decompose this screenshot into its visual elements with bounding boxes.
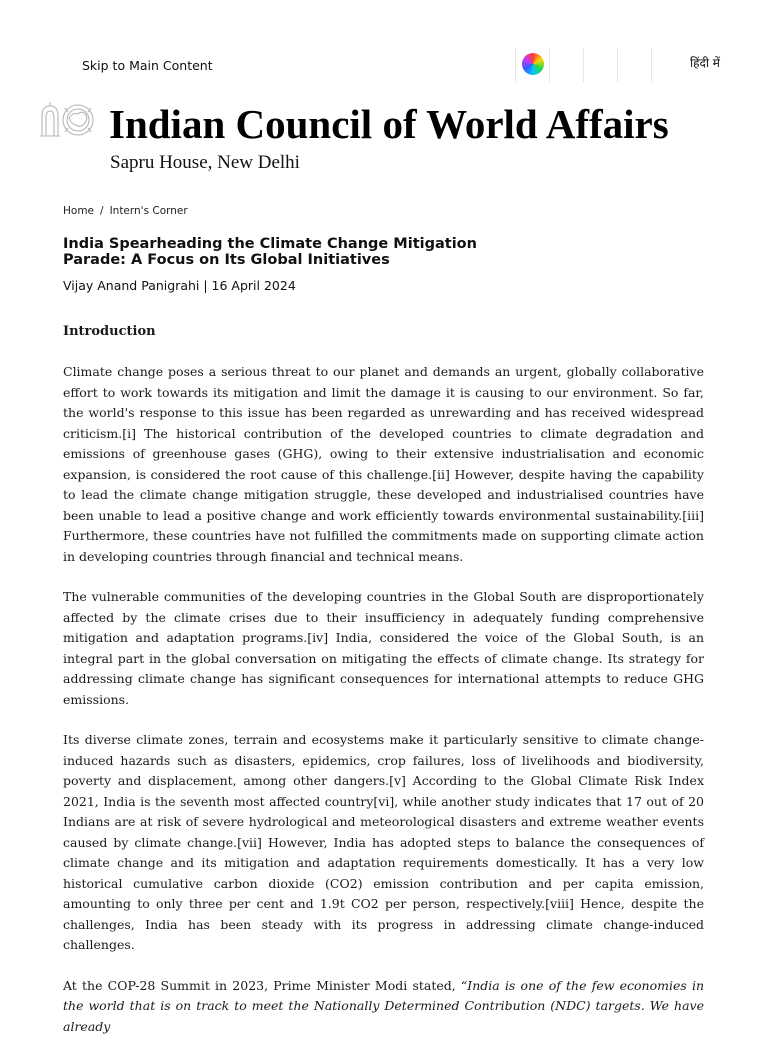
toolbar-button-2[interactable] — [583, 48, 618, 82]
breadcrumb-interns-corner-link[interactable]: Intern's Corner — [110, 205, 188, 217]
site-subtitle: Sapru House, New Delhi — [110, 152, 300, 174]
toolbar-button-3[interactable] — [617, 48, 652, 82]
color-theme-button[interactable] — [515, 48, 550, 82]
top-bar — [0, 46, 768, 82]
toolbar-button-1[interactable] — [549, 48, 584, 82]
article-byline: Vijay Anand Panigrahi | 16 April 2024 — [63, 278, 296, 293]
article-paragraph: Its diverse climate zones, terrain and ecosystems make it particularly sensitive to climate change-induced hazards such as disasters, epidemics, crop failures, loss of livelihoods and biodiversity, poverty and displacement, among other dangers.[v] According to the Global Climate Risk Index 2021, India is the seventh most affected country[vi], while another study indicates that 17 out of 20 Indians are at risk of severe hydrological and meteorological disasters and extreme weather events caused by climate change.[vii] However, India has adopted steps to balance the consequences of climate change and its mitigation and adaptation requirements domestically. It has a very low historical cumulative carbon dioxide (CO2) emission contribution and per capita emission, amounting to only three per cent and 1.9t CO2 per person, respectively.[viii] Hence, despite the challenges, India has been steady with its progress in addressing climate change-induced challenges. — [63, 730, 704, 956]
article-paragraph: The vulnerable communities of the developing countries in the Global South are disproportionately affected by the climate crises due to their insufficiency in adequately funding comprehensive mitigation and adaptation programs.[iv] India, considered the voice of the Global South, is an integral part in the global conversation on mitigating the effects of climate change. Its strategy for addressing climate change has significant consequences for international attempts to reduce GHG emissions. — [63, 587, 704, 710]
site-title[interactable]: Indian Council of World Affairs — [109, 104, 669, 145]
skip-to-main-link[interactable]: Skip to Main Content — [82, 58, 213, 73]
article-title: India Spearheading the Climate Change Mitigation Parade: A Focus on Its Global Initiatives — [63, 236, 543, 268]
breadcrumb — [63, 205, 188, 217]
hindi-language-link[interactable]: हिंदी में — [690, 54, 720, 71]
section-heading: Introduction — [63, 322, 704, 342]
article-body — [63, 322, 704, 1037]
toolbar-divider — [651, 48, 653, 82]
article-paragraph — [63, 976, 704, 1037]
color-wheel-icon — [522, 53, 544, 75]
article-paragraph: Climate change poses a serious threat to our planet and demands an urgent, globally collaborative effort to work towards its mitigation and limit the damage it is causing to our environment. So far, the world's response to this issue has been regarded as unrewarding and has received widespread criticism.[i] The historical contribution of the developed countries to climate degradation and emissions of greenhouse gases (GHG), owing to their extensive industrialisation and economic expansion, is considered the root cause of this challenge.[ii] However, despite having the capability to lead the climate change mitigation struggle, these developed and industrialised countries have been unable to lead a positive change and work efficiently towards environmental sustainability.[iii] Furthermore, these countries have not fulfilled the commitments made on supporting climate action in developing countries through financial and technical means. — [63, 362, 704, 567]
breadcrumb-home-link[interactable]: Home — [63, 205, 94, 217]
breadcrumb-separator: / — [100, 205, 104, 217]
paragraph-lead-text: At the COP-28 Summit in 2023, Prime Minister Modi stated, — [63, 978, 461, 993]
icwa-logo[interactable] — [38, 100, 98, 140]
quotation: “India is one of the few economies in the world that is on track to meet the Nationally Determined Contribution (NDC) targets. We have already — [63, 978, 704, 1034]
